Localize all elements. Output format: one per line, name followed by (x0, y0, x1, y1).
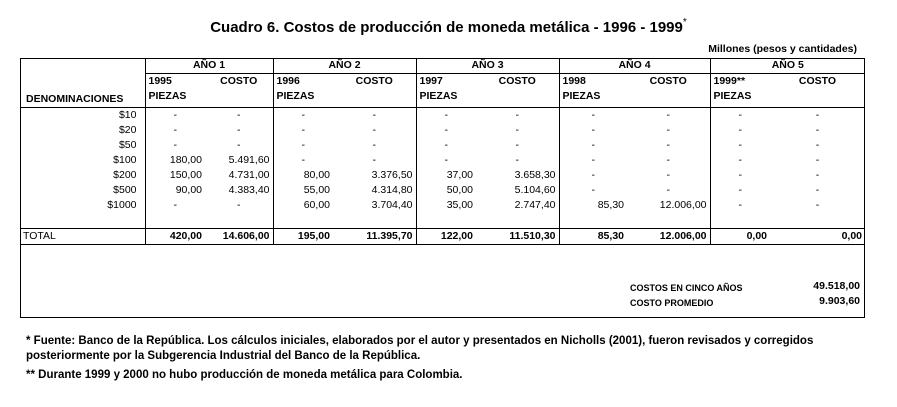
total-pieces-cell: 122,00 (416, 229, 476, 245)
cost-cell: - (515, 154, 519, 166)
table-row (20, 153, 865, 168)
cost-cell: 4.383,40 (228, 184, 270, 196)
pieces-header (273, 74, 333, 108)
table-row (20, 198, 865, 213)
pieces-cell: - (559, 168, 627, 183)
cost-header: COSTO (333, 74, 416, 108)
pieces-year: 1998 (562, 75, 586, 87)
pieces-cell: 60,00 (273, 198, 333, 213)
pieces-cell: - (416, 108, 476, 124)
cost-cell: 3.658,30 (514, 169, 556, 181)
denomination-cell: $500 (113, 184, 137, 196)
pieces-cell: - (273, 153, 333, 168)
total-label: TOTAL (20, 229, 145, 245)
cost-cell: - (372, 109, 376, 121)
total-cost-cell: 14.606,00 (205, 229, 273, 245)
cost-cell: - (666, 109, 670, 121)
pieces-cell: 37,00 (416, 168, 476, 183)
pieces-cell: - (145, 138, 205, 153)
pieces-cell: - (559, 123, 627, 138)
pieces-cell: - (145, 108, 205, 124)
costs-table (20, 58, 865, 245)
pieces-cell: - (559, 153, 627, 168)
cost-cell: 3.704,40 (371, 199, 413, 211)
pieces-year: 1995 (148, 75, 172, 87)
year-header: AÑO 3 (416, 58, 559, 74)
pieces-cell: - (273, 138, 333, 153)
page-title (0, 18, 897, 36)
footnotes (26, 334, 866, 387)
cost-cell: - (237, 139, 241, 151)
year-header: AÑO 5 (710, 58, 865, 74)
cost-cell: - (515, 139, 519, 151)
pieces-header (416, 74, 476, 108)
table-row (20, 123, 865, 138)
denomination-cell: $20 (118, 124, 137, 136)
pieces-header (145, 74, 205, 108)
cost-cell: - (237, 199, 241, 211)
cost-cell: - (815, 199, 820, 211)
pieces-cell: 90,00 (145, 183, 205, 198)
cost-cell: - (666, 139, 670, 151)
pieces-cell: - (559, 138, 627, 153)
denomination-cell: $200 (113, 169, 137, 181)
cost-cell: 4.731,00 (228, 169, 270, 181)
source-note: * Fuente: Banco de la República. Los cálculos iniciales, elaborados por el autor y presentados en Nicholls (2001), fueron revisados y corregidos posteriormente por la Subgerencia Industrial del Banco de la República. (26, 335, 814, 362)
total-row (20, 229, 865, 245)
cost-cell: - (237, 109, 241, 121)
total-cost-cell: 12.006,00 (627, 229, 710, 245)
table-row (20, 138, 865, 153)
pieces-cell: 180,00 (145, 153, 205, 168)
pieces-cell: 55,00 (273, 183, 333, 198)
cost-cell: 5.491,60 (228, 154, 270, 166)
pieces-cell: - (559, 183, 627, 198)
pieces-header (559, 74, 627, 108)
pieces-cell: - (559, 108, 627, 124)
column-header-row (20, 74, 865, 108)
pieces-header (710, 74, 770, 108)
denomination-cell: $10 (118, 109, 137, 121)
pieces-cell: - (273, 108, 333, 124)
pieces-label: PIEZAS (562, 90, 601, 102)
cost-cell: 2.747,40 (514, 199, 556, 211)
cost-cell: - (372, 154, 376, 166)
denomination-cell: $1000 (107, 199, 137, 211)
table-row (20, 108, 865, 124)
cost-header: COSTO (476, 74, 559, 108)
table-row (20, 183, 865, 198)
pieces-label: PIEZAS (148, 90, 187, 102)
pieces-cell: 150,00 (145, 168, 205, 183)
cost-cell: - (815, 109, 820, 121)
title-footnote-marker: * (682, 17, 687, 28)
cost-cell: - (815, 154, 820, 166)
cost-cell: - (372, 139, 376, 151)
total-cost-cell: 0,00 (770, 229, 865, 245)
pieces-cell: - (416, 123, 476, 138)
cost-cell: 12.006,00 (659, 199, 707, 211)
year-header-row (20, 58, 865, 74)
pieces-cell: - (710, 108, 770, 124)
cost-cell: - (237, 124, 241, 136)
cost-cell: - (815, 169, 820, 181)
cost-cell: - (666, 154, 670, 166)
pieces-cell: - (710, 123, 770, 138)
year-header: AÑO 1 (145, 58, 273, 74)
denomination-cell: $50 (118, 139, 137, 151)
cost-cell: - (515, 124, 519, 136)
cost-cell: 5.104,60 (514, 184, 556, 196)
pieces-cell: - (710, 168, 770, 183)
spacer-row (20, 213, 865, 229)
cost-cell: - (515, 109, 519, 121)
pieces-label: PIEZAS (713, 90, 752, 102)
denominations-header: DENOMINACIONES (20, 74, 145, 108)
average-cost-label: COSTO PROMEDIO (630, 298, 714, 308)
pieces-cell: - (710, 198, 770, 213)
cost-header: COSTO (627, 74, 710, 108)
total-pieces-cell: 85,30 (559, 229, 627, 245)
summary-box (630, 281, 860, 311)
cost-cell: - (666, 124, 670, 136)
cost-cell: - (372, 124, 376, 136)
total-pieces-cell: 195,00 (273, 229, 333, 245)
cost-cell: - (815, 184, 820, 196)
five-year-cost-value: 49.518,00 (813, 280, 860, 292)
pieces-cell: - (710, 138, 770, 153)
pieces-label: PIEZAS (276, 90, 315, 102)
cost-cell: 4.314,80 (371, 184, 413, 196)
pieces-cell: - (416, 138, 476, 153)
pieces-cell: 50,00 (416, 183, 476, 198)
pieces-cell: - (145, 198, 205, 213)
total-cost-cell: 11.395,70 (333, 229, 416, 245)
year-header: AÑO 2 (273, 58, 416, 74)
pieces-cell: 85,30 (559, 198, 627, 213)
denomination-cell: $100 (113, 154, 137, 166)
cost-cell: 3.376,50 (371, 169, 413, 181)
five-year-cost-label: COSTOS EN CINCO AÑOS (630, 283, 743, 293)
pieces-year: 1999** (713, 75, 746, 87)
pieces-cell: - (710, 183, 770, 198)
pieces-cell: - (416, 153, 476, 168)
cost-header: COSTO (205, 74, 273, 108)
table-row (20, 168, 865, 183)
cost-cell: - (666, 184, 670, 196)
pieces-cell: - (145, 123, 205, 138)
pieces-cell: - (710, 153, 770, 168)
cost-cell: - (815, 124, 820, 136)
cost-cell: - (666, 169, 670, 181)
no-production-note: ** Durante 1999 y 2000 no hubo producción de moneda metálica para Colombia. (26, 369, 463, 381)
title-text: Cuadro 6. Costos de producción de moneda metálica - 1996 - 1999 (210, 19, 683, 36)
pieces-year: 1997 (419, 75, 443, 87)
pieces-cell: 35,00 (416, 198, 476, 213)
total-pieces-cell: 420,00 (145, 229, 205, 245)
cost-cell: - (815, 139, 820, 151)
pieces-cell: - (273, 123, 333, 138)
cost-header: COSTO (770, 74, 865, 108)
pieces-cell: 80,00 (273, 168, 333, 183)
total-cost-cell: 11.510,30 (476, 229, 559, 245)
pieces-year: 1996 (276, 75, 300, 87)
total-pieces-cell: 0,00 (710, 229, 770, 245)
table-body (20, 108, 865, 214)
units-label: Millones (pesos y cantidades) (708, 43, 857, 55)
year-header: AÑO 4 (559, 58, 710, 74)
average-cost-row (630, 296, 860, 311)
pieces-label: PIEZAS (419, 90, 458, 102)
average-cost-value: 9.903,60 (819, 295, 860, 307)
